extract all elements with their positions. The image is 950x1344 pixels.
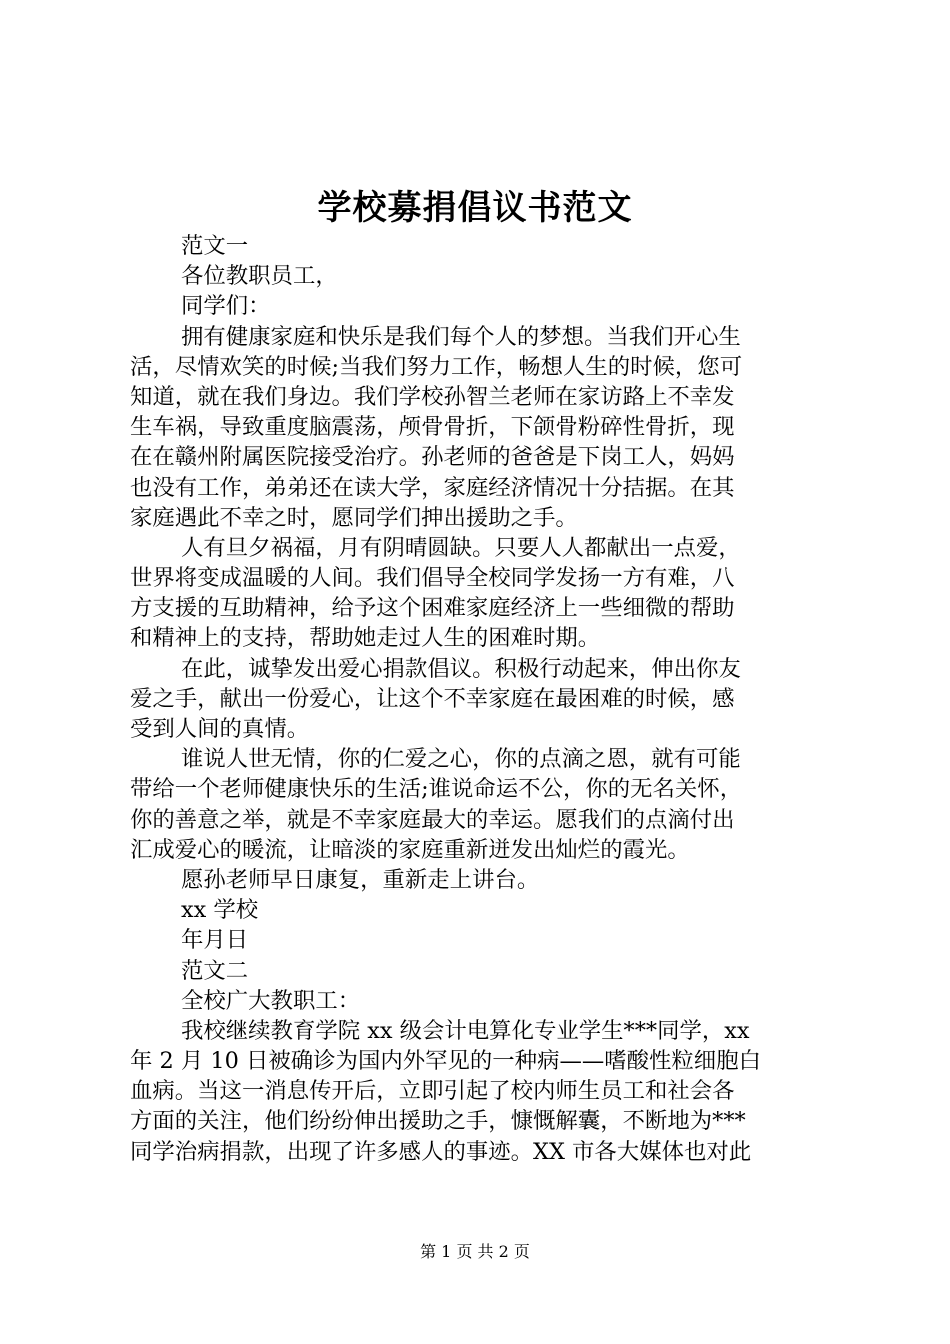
paragraph-line: 也没有工作，弟弟还在读大学，家庭经济情况十分拮据。在其 (130, 474, 735, 501)
salutation-line: 同学们： (181, 293, 271, 320)
paragraph-line: 知道，就在我们身边。我们学校孙智兰老师在家访路上不幸发 (130, 383, 735, 410)
section-heading: 范文一 (181, 233, 249, 259)
paragraph-line: 爱之手，献出一份爱心，让这个不幸家庭在最困难的时候，感 (130, 685, 735, 712)
paragraph-line: 世界将变成温暖的人间。我们倡导全校同学发扬一方有难，八 (130, 565, 735, 592)
paragraph-line: 家庭遇此不幸之时，愿同学们抻出援助之手。 (130, 504, 578, 531)
paragraph-line: 我校继续教育学院 xx 级会计电算化专业学生***同学，xx (181, 1017, 750, 1044)
paragraph-line: 活，尽情欢笑的时候;当我们努力工作，畅想人生的时候，您可 (130, 353, 743, 380)
date-line: 年月日 (181, 927, 249, 954)
paragraph-line: 方支援的互助精神，给予这个困难家庭经济上一些细微的帮助 (130, 595, 735, 622)
paragraph-line: 血病。当这一消息传开后，立即引起了校内师生员工和社会各 (130, 1078, 735, 1105)
document-title: 学校募捐倡议书范文 (317, 188, 633, 228)
paragraph-line: 生车祸，导致重度脑震荡，颅骨骨折，下颌骨粉碎性骨折，现 (130, 414, 735, 441)
page-footer: 第 1 页 共 2 页 (420, 1242, 530, 1261)
salutation-line: 全校广大教职工： (181, 987, 361, 1014)
paragraph-line: 在在赣州附属医院接受治疗。孙老师的爸爸是下岗工人，妈妈 (130, 444, 735, 471)
salutation-line: 各位教职员工， (181, 263, 338, 290)
paragraph-line: 受到人间的真情。 (130, 716, 310, 742)
paragraph-line: 带给一个老师健康快乐的生活;谁说命运不公，你的无名关怀， (130, 776, 743, 803)
paragraph-line: 年 2 月 10 日被确诊为国内外罕见的一种病——嗜酸性粒细胞白 (130, 1048, 761, 1075)
paragraph-line: 拥有健康家庭和快乐是我们每个人的梦想。当我们开心生 (181, 323, 741, 350)
paragraph-line: 谁说人世无情，你的仁爱之心，你的点滴之恩，就有可能 (181, 746, 741, 773)
paragraph-line: 和精神上的支持，帮助她走过人生的困难时期。 (130, 625, 601, 652)
paragraph-line: 汇成爱心的暖流，让暗淡的家庭重新迸发出灿烂的霞光。 (130, 836, 690, 863)
paragraph-line: 愿孙老师早日康复，重新走上讲台。 (181, 866, 540, 893)
paragraph-line: 方面的关注，他们纷纷伸出援助之手，慷慨解囊，不断地为*** (130, 1108, 746, 1135)
section-heading: 范文二 (181, 957, 249, 984)
document-body (130, 231, 830, 1167)
paragraph-line: 同学治病捐款，出现了许多感人的事迹。XX 市各大媒体也对此 (130, 1138, 752, 1165)
paragraph-line: 人有旦夕祸福，月有阴晴圆缺。只要人人都献出一点爱， (181, 534, 741, 561)
paragraph-line: 你的善意之举，就是不幸家庭最大的幸运。愿我们的点滴付出 (130, 806, 735, 833)
paragraph-line: 在此，诚挚发出爱心捐款倡议。积极行动起来，伸出你友 (181, 655, 741, 682)
signature-line: xx 学校 (181, 897, 259, 924)
